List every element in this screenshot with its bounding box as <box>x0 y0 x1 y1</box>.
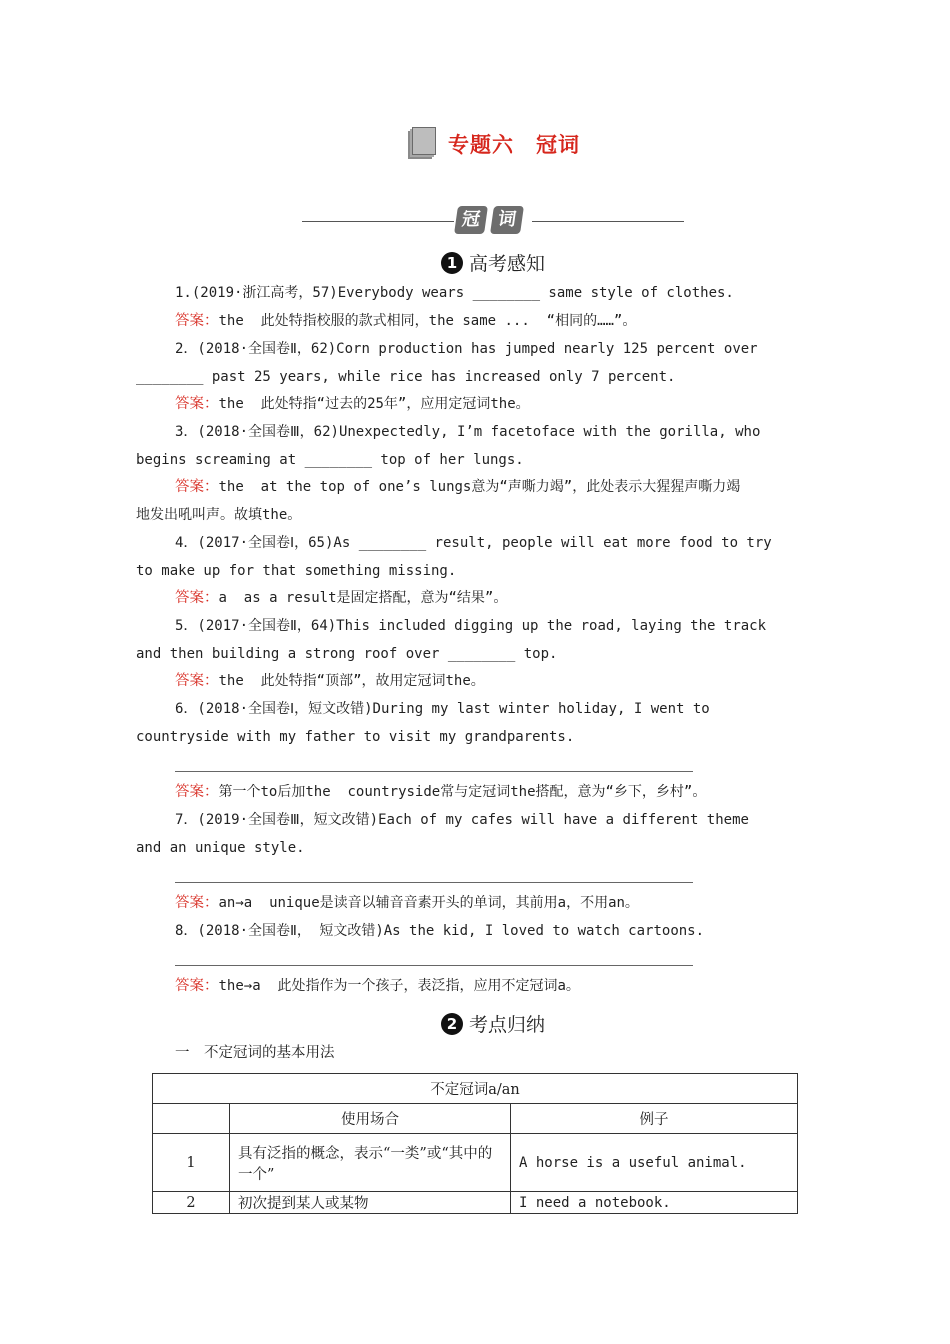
table-cell: 具有泛指的概念，表示“一类”或“其中的一个” <box>230 1134 511 1192</box>
sub-heading: 一 不定冠词的基本用法 <box>175 1045 335 1061</box>
answer-1-text: the 此处特指校服的款式相同，the same ... “相同的……”。 <box>218 313 637 329</box>
question-3-text-cont: begins screaming at ________ top of her lungs. <box>136 452 524 468</box>
question-2-text-cont: ________ past 25 years, while rice has increased only 7 percent. <box>136 369 676 385</box>
question-3-text: 3．(2018·全国卷Ⅲ，62)Unexpectedly, I’m facetoface with the gorilla, who <box>175 424 761 440</box>
answer-7 <box>175 893 639 913</box>
banner-rule-right <box>532 221 684 222</box>
answer-2 <box>175 394 530 414</box>
question-1-text: 1.(2019·浙江高考，57)Everybody wears ________ same style of clothes. <box>175 285 734 301</box>
answer-5 <box>175 671 485 691</box>
answer-7-text: an→a unique是读音以辅音音素开头的单词，其前用a，不用an。 <box>218 895 639 911</box>
answer-3 <box>175 477 740 497</box>
answer-8-text: the→a 此处指作为一个孩子，表泛指，应用不定冠词a。 <box>218 978 580 994</box>
table-caption: 不定冠词a/an <box>153 1074 798 1104</box>
table-header-cell: 使用场合 <box>230 1104 511 1134</box>
table-row <box>153 1192 798 1214</box>
answer-blank-line <box>175 882 693 883</box>
section-banner <box>456 206 522 234</box>
answer-6 <box>175 782 706 802</box>
answer-4-text: a as a result是固定搭配，意为“结果”。 <box>218 590 508 606</box>
section-number-badge: 2 <box>441 1013 463 1035</box>
answer-label: 答案： <box>175 895 219 911</box>
book-icon <box>408 127 438 161</box>
table-cell: A horse is a useful animal. <box>511 1134 798 1192</box>
answer-blank-line <box>175 771 693 772</box>
answer-4 <box>175 588 507 608</box>
banner-char-2: 词 <box>490 206 524 234</box>
table-row <box>153 1134 798 1192</box>
table-header-row <box>153 1104 798 1134</box>
table-caption-row <box>153 1074 798 1104</box>
section-number-badge: 1 <box>441 252 463 274</box>
table-header-cell: 例子 <box>511 1104 798 1134</box>
table-header-cell <box>153 1104 230 1134</box>
answer-3-text: the at the top of one’s lungs意为“声嘶力竭”，此处表示大猩猩声嘶力竭 <box>218 479 741 495</box>
chapter-title-text: 专题六 冠词 <box>448 133 580 157</box>
banner-char-1: 冠 <box>454 206 488 234</box>
question-2-text: 2．(2018·全国卷Ⅱ，62)Corn production has jumped nearly 125 percent over <box>175 341 758 357</box>
table-cell: 初次提到某人或某物 <box>230 1192 511 1214</box>
answer-label: 答案： <box>175 673 219 689</box>
question-6-text: 6．(2018·全国卷Ⅰ，短文改错)During my last winter holiday, I went to <box>175 701 710 717</box>
answer-8 <box>175 976 580 996</box>
table-cell: 1 <box>153 1134 230 1192</box>
answer-label: 答案： <box>175 978 219 994</box>
question-7-text-cont: and an unique style. <box>136 840 305 856</box>
answer-5-text: the 此处特指“顶部”，故用定冠词the。 <box>218 673 485 689</box>
question-8-text: 8．(2018·全国卷Ⅱ， 短文改错)As the kid, I loved to watch cartoons. <box>175 923 705 939</box>
banner-rule-left <box>302 221 454 222</box>
answer-label: 答案： <box>175 590 219 606</box>
table-cell: 2 <box>153 1192 230 1214</box>
chapter-title <box>408 124 580 164</box>
answer-1 <box>175 311 636 331</box>
answer-3-text-cont: 地发出吼叫声。故填the。 <box>136 507 302 523</box>
article-usage-table <box>152 1073 798 1214</box>
question-5-text: 5．(2017·全国卷Ⅱ，64)This included digging up the road, laying the track <box>175 618 767 634</box>
section-title: 考点归纳 <box>469 1014 546 1036</box>
table-cell: I need a notebook. <box>511 1192 798 1214</box>
section-title: 高考感知 <box>469 253 546 275</box>
section-heading-1 <box>441 249 545 276</box>
question-4-text-cont: to make up for that something missing. <box>136 563 457 579</box>
question-7-text: 7．(2019·全国卷Ⅲ，短文改错)Each of my cafes will have a different theme <box>175 812 749 828</box>
answer-6-text: 第一个to后加the countryside常与定冠词the搭配，意为“乡下，乡村”。 <box>218 784 707 800</box>
answer-label: 答案： <box>175 396 219 412</box>
question-5-text-cont: and then building a strong roof over ________ top. <box>136 646 558 662</box>
question-4-text: 4．(2017·全国卷Ⅰ，65)As ________ result, people will eat more food to try <box>175 535 772 551</box>
question-6-text-cont: countryside with my father to visit my grandparents. <box>136 729 575 745</box>
section-heading-2 <box>441 1010 545 1037</box>
answer-label: 答案： <box>175 479 219 495</box>
answer-2-text: the 此处特指“过去的25年”，应用定冠词the。 <box>218 396 530 412</box>
answer-blank-line <box>175 965 693 966</box>
answer-label: 答案： <box>175 784 219 800</box>
answer-label: 答案： <box>175 313 219 329</box>
